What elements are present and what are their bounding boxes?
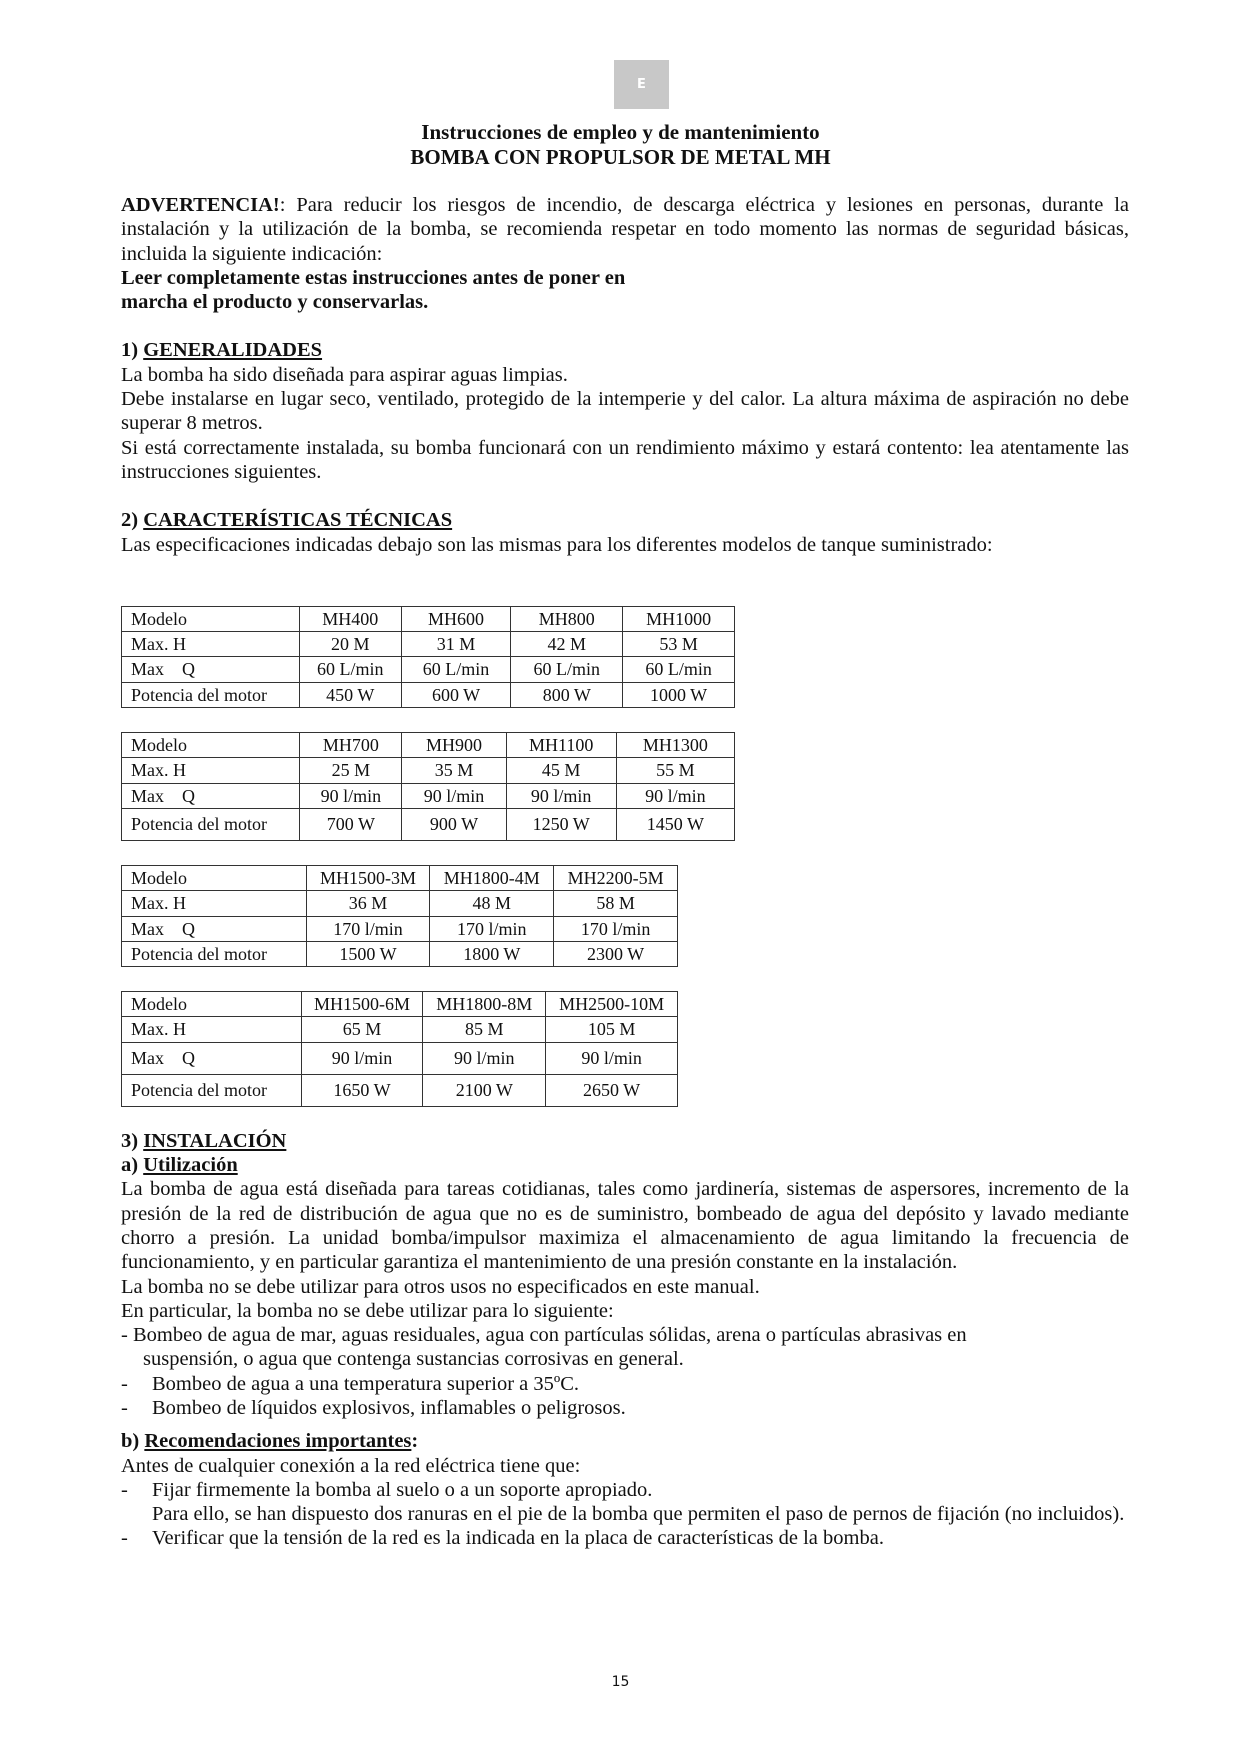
table-cell: 45 M	[506, 758, 616, 783]
subsection-a-title: Utilización	[143, 1154, 238, 1177]
section-2-heading	[121, 508, 1129, 532]
table-cell: 60 L/min	[511, 657, 623, 682]
section-1-number: 1)	[121, 339, 144, 362]
table-row	[122, 808, 735, 840]
row-label: Max Q	[122, 657, 300, 682]
table-cell: 55 M	[616, 758, 734, 783]
table-cell: MH2200-5M	[554, 865, 678, 890]
section-3-paragraph-3: En particular, la bomba no se debe utilizar para lo siguiente:	[121, 1299, 614, 1322]
list-item-continuation: suspensión, o agua que contenga sustancias corrosivas en general.	[143, 1348, 684, 1371]
table-row	[122, 1042, 678, 1074]
row-label: Max. H	[122, 758, 300, 783]
section-2-paragraph: Las especificaciones indicadas debajo son las mismas para los diferentes modelos de tanque suministrado:	[121, 533, 993, 556]
list-dash: -	[121, 1478, 128, 1501]
table-row	[122, 891, 678, 916]
row-label: Max Q	[122, 783, 300, 808]
table-cell: MH1500-6M	[301, 992, 423, 1017]
table-cell: 90 l/min	[506, 783, 616, 808]
row-label: Potencia del motor	[122, 941, 307, 966]
list-item-text: Bombeo de líquidos explosivos, inflamables o peligrosos.	[152, 1396, 626, 1419]
table-cell: 53 M	[623, 632, 735, 657]
table-cell: 700 W	[300, 808, 402, 840]
table-row	[122, 992, 678, 1017]
table-cell: MH700	[300, 733, 402, 758]
document-title: Instrucciones de empleo y de mantenimiento	[421, 120, 820, 144]
table-cell: 450 W	[299, 682, 401, 707]
list-item	[121, 1323, 1129, 1347]
table-cell: 85 M	[423, 1017, 546, 1042]
table-cell: 1500 W	[306, 941, 430, 966]
table-cell: MH1800-8M	[423, 992, 546, 1017]
table-row	[122, 865, 678, 890]
subsection-b-heading	[121, 1429, 1129, 1453]
table-cell: MH1300	[616, 733, 734, 758]
table-cell: MH1000	[623, 606, 735, 631]
list-item-continuation: Para ello, se han dispuesto dos ranuras en el pie de la bomba que permiten el paso de pernos de fijación (no incluidos).	[152, 1503, 1125, 1526]
table-cell: MH1100	[506, 733, 616, 758]
table-cell: 90 l/min	[423, 1042, 546, 1074]
table-cell: MH800	[511, 606, 623, 631]
list-item-text: Bombeo de agua de mar, aguas residuales, agua con partículas sólidas, arena o partículas abrasivas en	[132, 1324, 967, 1347]
list-dash: -	[121, 1527, 128, 1550]
table-cell: MH1800-4M	[430, 865, 554, 890]
table-cell: 2100 W	[423, 1074, 546, 1106]
table-cell: MH400	[299, 606, 401, 631]
row-label: Max. H	[122, 632, 300, 657]
row-label: Max Q	[122, 1042, 302, 1074]
table-cell: MH900	[402, 733, 506, 758]
table-cell: 1800 W	[430, 941, 554, 966]
table-cell: 170 l/min	[306, 916, 430, 941]
row-label: Potencia del motor	[122, 808, 300, 840]
table-row	[122, 632, 735, 657]
list-item-text: Verificar que la tensión de la red es la indicada en la placa de características de la bomba.	[152, 1527, 884, 1550]
row-label: Max. H	[122, 891, 307, 916]
table-cell: 60 L/min	[401, 657, 511, 682]
document-body	[121, 193, 1129, 1551]
table-row	[122, 606, 735, 631]
table-cell: 65 M	[301, 1017, 423, 1042]
section-3-title: INSTALACIÓN	[143, 1129, 287, 1152]
table-cell: MH1500-3M	[306, 865, 430, 890]
page-number: 15	[611, 1674, 630, 1690]
list-dash: -	[121, 1324, 128, 1347]
section-1-paragraph-1: La bomba ha sido diseñada para aspirar aguas limpias.	[121, 363, 568, 386]
language-tab: E	[614, 60, 669, 109]
table-cell: 1250 W	[506, 808, 616, 840]
section-1-title: GENERALIDADES	[143, 339, 323, 362]
row-label: Modelo	[122, 733, 300, 758]
section-1-paragraph-3: Si está correctamente instalada, su bomba funcionará con un rendimiento máximo y estará contento: lea atentamente las instrucciones siguientes.	[121, 436, 1129, 483]
section-1-paragraph-2: Debe instalarse en lugar seco, ventilado, protegido de la intemperie y del calor. La altura máxima de aspiración no debe superar 8 metros.	[121, 388, 1129, 435]
list-item	[121, 1478, 1129, 1502]
warning-label: ADVERTENCIA!	[121, 194, 280, 216]
spec-table-2	[121, 732, 735, 841]
table-cell: 2300 W	[554, 941, 678, 966]
table-row	[122, 1017, 678, 1042]
warning-bold-line-2: marcha el producto y conservarlas.	[121, 291, 429, 314]
section-3-heading	[121, 1129, 1129, 1153]
table-cell: 60 L/min	[623, 657, 735, 682]
table-cell: 2650 W	[546, 1074, 678, 1106]
table-cell: 20 M	[299, 632, 401, 657]
table-cell: 1000 W	[623, 682, 735, 707]
table-cell: 170 l/min	[430, 916, 554, 941]
list-dash: -	[121, 1396, 128, 1419]
subsection-b-number: b)	[121, 1430, 145, 1453]
list-item-text: Fijar firmemente la bomba al suelo o a un soporte apropiado.	[152, 1478, 653, 1501]
table-row	[122, 758, 735, 783]
table-cell: 90 l/min	[300, 783, 402, 808]
row-label: Modelo	[122, 992, 302, 1017]
warning-bold-line-1: Leer completamente estas instrucciones antes de poner en	[121, 266, 626, 289]
list-item-text: Bombeo de agua a una temperatura superior a 35ºC.	[152, 1372, 580, 1395]
section-3-paragraph-2: La bomba no se debe utilizar para otros usos no especificados en este manual.	[121, 1275, 760, 1298]
row-label: Max Q	[122, 916, 307, 941]
table-cell: 58 M	[554, 891, 678, 916]
table-row	[122, 657, 735, 682]
table-cell: 105 M	[546, 1017, 678, 1042]
table-cell: 1450 W	[616, 808, 734, 840]
subsection-b-title: Recomendaciones importantes	[144, 1430, 412, 1453]
section-2-title: CARACTERÍSTICAS TÉCNICAS	[143, 509, 453, 532]
document-subtitle: BOMBA CON PROPULSOR DE METAL MH	[410, 145, 831, 169]
list-dash: -	[121, 1372, 128, 1395]
table-cell: 90 l/min	[301, 1042, 423, 1074]
table-row	[122, 916, 678, 941]
subsection-a-number: a)	[121, 1154, 144, 1177]
table-cell: 48 M	[430, 891, 554, 916]
spec-table-3	[121, 865, 678, 967]
table-cell: 31 M	[401, 632, 511, 657]
table-row	[122, 941, 678, 966]
table-row	[122, 1074, 678, 1106]
row-label: Modelo	[122, 865, 307, 890]
section-3-number: 3)	[121, 1129, 144, 1152]
row-label: Potencia del motor	[122, 1074, 302, 1106]
table-cell: 600 W	[401, 682, 511, 707]
table-cell: 90 l/min	[616, 783, 734, 808]
table-cell: 800 W	[511, 682, 623, 707]
table-cell: 90 l/min	[402, 783, 506, 808]
section-2-number: 2)	[121, 509, 144, 532]
table-row	[122, 783, 735, 808]
table-cell: 90 l/min	[546, 1042, 678, 1074]
table-cell: 36 M	[306, 891, 430, 916]
table-cell: 25 M	[300, 758, 402, 783]
table-cell: 1650 W	[301, 1074, 423, 1106]
spec-table-4	[121, 991, 678, 1107]
table-row	[122, 682, 735, 707]
row-label: Potencia del motor	[122, 682, 300, 707]
table-cell: 170 l/min	[554, 916, 678, 941]
row-label: Max. H	[122, 1017, 302, 1042]
list-item	[121, 1396, 1129, 1420]
subsection-a-heading	[121, 1153, 1129, 1177]
section-1-heading	[121, 338, 1129, 362]
warning-text: : Para reducir los riesgos de incendio, de descarga eléctrica y lesiones en personas, durante la instalación y la utilización de la bomba, se recomienda respetar en todo momento las normas de seguridad básicas, incluida la siguiente indicación:	[121, 194, 1129, 265]
subsection-b-paragraph: Antes de cualquier conexión a la red eléctrica tiene que:	[121, 1454, 581, 1477]
subsection-b-colon: :	[411, 1430, 419, 1453]
table-cell: 35 M	[402, 758, 506, 783]
list-item	[121, 1372, 1129, 1396]
table-cell: 900 W	[402, 808, 506, 840]
list-item	[121, 1526, 1129, 1550]
warning-paragraph	[121, 193, 1129, 266]
row-label: Modelo	[122, 606, 300, 631]
spec-table-1	[121, 606, 735, 708]
section-3-paragraph-1: La bomba de agua está diseñada para tareas cotidianas, tales como jardinería, sistemas de aspersores, incremento de la presión de la red de distribución de agua que no es de suministro, bombeado de agua del depósito y lavado mediante chorro a presión. La unidad bomba/impulsor maximiza el almacenamiento de agua limitando la frecuencia de funcionamiento, y en particular garantiza el mantenimiento de una presión constante en la instalación.	[121, 1178, 1129, 1274]
table-cell: 60 L/min	[299, 657, 401, 682]
table-cell: MH600	[401, 606, 511, 631]
table-cell: 42 M	[511, 632, 623, 657]
table-row	[122, 733, 735, 758]
table-cell: MH2500-10M	[546, 992, 678, 1017]
